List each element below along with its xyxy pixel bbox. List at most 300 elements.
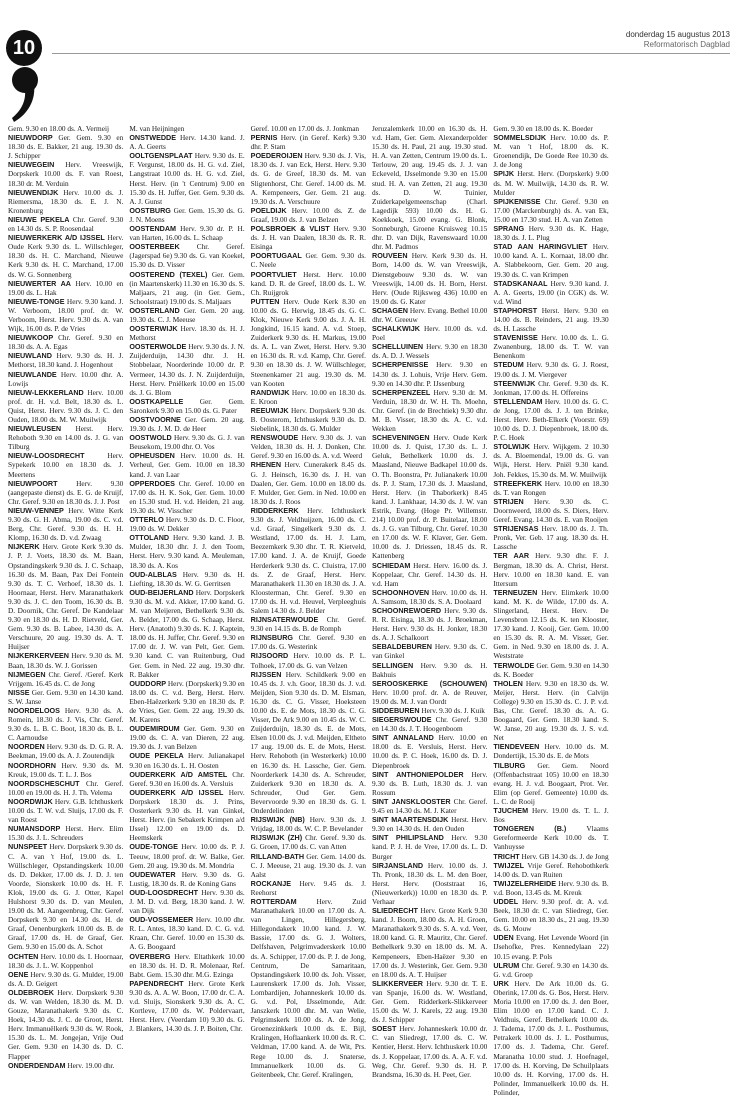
place-name: TER AAR xyxy=(493,551,530,561)
listing-entry xyxy=(129,306,244,324)
listing-column xyxy=(251,124,366,1097)
place-name: RANDWIJK xyxy=(250,387,290,397)
place-name: OUD-ALBLAS xyxy=(129,569,177,579)
place-name: OOSTERLAND xyxy=(129,305,180,315)
service-details: Ger. Gem. 9.30 en 19.00 ds. C. A. van Dieren, 22 aug. 19.30 ds. J. van Belzen xyxy=(129,724,245,752)
listing-entry xyxy=(251,406,366,433)
listing-entry xyxy=(493,124,608,133)
service-details: Chr. Geref. 9.30 en 18.30 ds. A. A. Egas xyxy=(8,333,124,352)
place-name: NIEUWLEUSEN xyxy=(8,424,62,434)
listing-entry xyxy=(129,224,244,242)
place-name: POORTUGAAL xyxy=(250,251,302,261)
listing-entry xyxy=(493,897,608,933)
place-name: SEBALDEBUREN xyxy=(372,642,432,652)
place-name: PERNIS xyxy=(250,133,278,143)
place-name: OUDEMIRDUM xyxy=(129,724,180,734)
place-name: NIJKERKERVEEN xyxy=(8,651,69,661)
place-name: OUDE PEKELA xyxy=(129,751,184,761)
listing-column xyxy=(129,124,244,1097)
place-name: SINT PHILIPSLAND xyxy=(372,833,444,843)
listing-entry xyxy=(372,770,487,797)
listing-entry xyxy=(493,551,608,587)
listing-entry xyxy=(129,770,244,788)
service-details: Herv. 9.30 (aangepaste dienst) ds. E. G. de Kruijf, Chr. Geref. 9.30 en 18.30 ds. J. J. Post xyxy=(8,478,124,506)
place-name: SIDDEBUREN xyxy=(372,706,420,715)
listing-entry xyxy=(251,206,366,224)
listing-entry xyxy=(372,360,487,387)
service-details: Herv. 10.00 ds. I. Hoornaar, 18.30 ds. J. L. W. Koppenhol xyxy=(8,951,124,970)
listing-entry xyxy=(493,961,608,979)
service-details: Herv. 19.00 ds. T. L. J. Bos xyxy=(493,806,609,825)
service-details: Herv. (Dorpskerk) 9.30 en 18.00 ds. C. v.d. Berg, Herst. Herv. Eben-Haëzerkerk 9.30 en 18.30 ds. P. de Vries, Ger. Gem. 22 aug. 19.30 ds. M. Karens xyxy=(129,678,245,725)
issue-date: donderdag 15 augustus 2013 xyxy=(625,30,730,39)
publication-name: Reformatorisch Dagblad xyxy=(643,40,730,49)
listing-entry xyxy=(493,360,608,378)
place-name: POELDIJK xyxy=(250,205,287,215)
service-details: Herv. Johanneskerk 10.00 dr. C. van Sliedregt, 17.00 ds. C. W. Kentier, Herst. Herv. Ichthuskerk 10.00 ds. J. Koppelaar, 17.00 ds. A. A. F. v.d. Weg, Chr. Geref. 9.30 ds. H. P. Brandsma, 16.30 ds. H. Peet, Ger. xyxy=(372,1024,488,1079)
place-name: URK xyxy=(493,978,509,988)
listing-entry xyxy=(493,133,608,169)
place-name: OOSTVOORNE xyxy=(129,415,181,424)
service-details: Herv. 18.00 ds. J. Th. Pronk, Ver. Geb. 17 aug. 18.30 ds. H. Lassche xyxy=(493,524,609,552)
listing-column xyxy=(493,124,608,1097)
listing-entry xyxy=(372,606,487,642)
listing-entry xyxy=(251,506,366,615)
service-details: Ger. Gem. 14.00 ds. C. J. Meeuse, 21 aug. 19.30 ds. J. van Aalst xyxy=(250,851,366,879)
listing-entry xyxy=(129,570,244,588)
service-details: Herst. Herv. 9.30 en 14.30 ds. H. den Ouden xyxy=(372,815,488,834)
place-name: SPIJK xyxy=(493,169,515,179)
service-details: Herv. 10.00 ds. M. Dondertijk, 15.30 ds. E. de Mots xyxy=(493,742,609,761)
listing-entry xyxy=(8,188,123,215)
service-details: Herv. 9.30 ds. C. Doornweerd, 18.00 ds. S. Diers, Herv. Geref. Evang. 14.30 ds. E. van Rooijen xyxy=(493,496,609,525)
place-name: TJUCHEM xyxy=(493,806,529,816)
service-details: Herv. 9.30 ds. C. van Ginkel xyxy=(372,642,488,661)
listing-entry xyxy=(8,670,123,688)
service-details: Herv. Grote Kerk 9.30 ds. A. A. W. Boon, 17.00 dr. C. A. v.d. Sluijs, Sionskerk 9.30 ds. A. C. Kortleve, 17.00 ds. W. Poldervaart, Herst. Herv. (Veerdam 10) 9.30 ds. G. J. Blankers, 14.30 ds. J. P. Boiten, Chr. xyxy=(129,978,245,1034)
service-details: Chr. Geref. 9.30 en 14.15 ds. B. de Romph xyxy=(250,615,367,634)
listing-entry xyxy=(8,742,123,760)
place-name: NIEUWERTER AA xyxy=(8,278,71,288)
place-name: RHENEN xyxy=(250,460,282,470)
listing-entry xyxy=(372,715,487,733)
listing-entry xyxy=(493,279,608,306)
listing-entry xyxy=(129,342,244,397)
listing-entry xyxy=(251,388,366,406)
listing-entry xyxy=(372,815,487,833)
listing-entry xyxy=(8,233,123,278)
place-name: TRICHT xyxy=(493,851,520,861)
service-details: Herv. 9.30 ds. H. Bakhuis xyxy=(372,660,488,679)
listing-entry xyxy=(251,151,366,206)
listing-entry xyxy=(493,197,608,224)
place-name: TONGEREN (B.) xyxy=(493,824,567,834)
service-details: Herv. 10.00 dhr. R. L. Antes, 18.30 kand. D. C. G. v.d. Kraan, Chr. Geref. 10.00 en 15.30 ds. A. G. Boogaard xyxy=(129,915,245,952)
place-name: NIJMEGEN xyxy=(8,669,46,679)
place-name: NOORDELOOS xyxy=(8,706,60,715)
service-details: Ger. Gem. 20 aug. 19.30 ds. J. M. D. de Heer xyxy=(129,415,245,434)
listing-entry xyxy=(129,724,244,751)
listing-entry xyxy=(8,797,123,824)
place-name: TWIJZELERHEIDE xyxy=(493,878,557,888)
listing-entry xyxy=(251,251,366,269)
service-details: Chr. Geref. 10.00 en 17.00 ds. H. K. Sok, Ger. Gem. 10.00 en 15.30 stud. H. v.d. Heiden, 21 aug. 19.30 ds. W. Visscher xyxy=(129,478,245,515)
listing-entry xyxy=(8,824,123,842)
listing-entry xyxy=(372,588,487,606)
listing-entry xyxy=(251,224,366,251)
listing-entry xyxy=(372,124,487,251)
masthead xyxy=(626,30,730,50)
place-name: SEROOSKERKE (SCHOUWEN) xyxy=(372,678,488,688)
place-name: STEDUM xyxy=(493,360,524,370)
listing-entry xyxy=(129,451,244,478)
place-name: UDDEL xyxy=(493,896,519,906)
listing-entry xyxy=(493,306,608,333)
place-name: SPIJKENISSE xyxy=(493,196,541,206)
service-details: Herv. (in Geref. Kerk) 9.30 dhr. P. Stam xyxy=(250,133,366,152)
service-details: Herv. Schildkerk 9.00 en 10.45 ds. J. v.h. Goor, 18.30 ds. J. v.d. Meijden, Sion 9.30 ds. D. M. Elsman, 16.30 ds. C. G. Visser, Hoeksteen 10.00 ds. E. de Mots, 18.30 ds. C. G. Visser, De Ark 9.00 en 10.45 ds. W. C. Zuijderduijn, 18.30 ds. E. de Mots, Elsen 10.00 ds. J. v.d. Meijden, Eltheto 17 aug. 19.00 ds. E. de Mots, Herst. Herv. Rehoboth (in Westerkerk) 10.00 en 16.30 ds. H. Lassche, Ger. Gem. Noorderkerk 14.30 ds. A. Schreuder, Zuiderkerk 9.30 en 18.30 ds. A. Schreuder, Oud Ger. Gem. Bevervoorde 9.30 en 18.30 ds. G. I. Onderdelinden xyxy=(250,669,366,816)
place-name: STRIJENSAS xyxy=(493,524,539,534)
service-details: Ger. Gem. (in Maartenskerk) 11.30 en 16.30 ds. S. Maljaars, 21 aug. (in Ger. Gem., Schoolstraat) 19.00 ds. S. Maljaars xyxy=(129,269,245,306)
service-details: Herv. De Ark 10.00 ds. G. Oberink, 17.00 ds. G. Bos, Herst. Herv. Moria 10.00 en 17.00 ds. J. den Boer, Elim 10.00 en 17.00 kand. C. J. Veldhuis, Geref. Bethelkerk 10.00 ds. J. Tadema, 17.00 ds. J. L. Posthumus, Petrakerk 10.00 ds. J. L. Posthumus, 17.00 ds. J. Tadema, Chr. Geref. Maranatha 10.00 stud. J. Hoefnagel, 17.00 ds. H. Korving, De Schuilplaats 10.00 ds. H. Korving, 17.00 ds. H. Polinder, Immanuelkerk 10.00 ds. H. Polinder, xyxy=(493,978,609,1097)
place-name: NIEUWE-TONGE xyxy=(8,296,65,306)
listing-entry xyxy=(8,842,123,951)
place-name: NUNSPEET xyxy=(8,842,48,852)
place-name: OLDEBROEK xyxy=(8,987,54,997)
service-details: Herv. 9.30 ds. H. J. Methorst, 18.30 kand. J. Hogenhout xyxy=(8,351,124,370)
place-name: NIEUW-VENNEP xyxy=(8,505,64,515)
listing-entry xyxy=(493,933,608,960)
service-details: Herv. Dorpskerk 9.30 ds. W. van Welden, 18.30 ds. M. D. Gouze, Maranathakerk 9.30 ds. C. Hoek, 14.30 ds. J. C. de Groot, Herst. Herv. Immanuëlkerk 9.30 ds. W. Rook, 15.30 ds. L. M. Jongejan, Vrije Oud Ger. Gem. 9.30 en 14.30 ds. D. C. Flapper xyxy=(8,987,124,1061)
place-name: SINT ANTHONIEPOLDER xyxy=(372,769,464,779)
service-details: Herv. 9.30 ds. B. Luth, 18.30 ds. J. van Rossum xyxy=(372,769,488,797)
place-name: NIEUW-LOOSDRECHT xyxy=(8,451,85,461)
service-details: Herv. Witte Kerk 9.30 ds. G. H. Abma, 19.00 ds. C. v.d. Berg, Chr. Geref. 9.30 ds. H. H. Klomp, 16.30 ds. D. v.d. Zwaag xyxy=(8,505,124,543)
listing-entry xyxy=(372,797,487,815)
listing-entry xyxy=(129,397,244,415)
listing-entry xyxy=(493,879,608,897)
place-name: ROCKANJE xyxy=(250,878,291,888)
listing-entry xyxy=(493,379,608,397)
place-name: POLSBROEK & VLIST xyxy=(250,224,330,234)
service-details: Herv. 9.30 ds. M. Kreuk, 19.00 ds. T. L. J. Bos xyxy=(8,760,124,779)
listing-entry xyxy=(129,915,244,951)
place-name: SCHIEDAM xyxy=(372,560,411,570)
service-details: Herv. 10.00 ds. L. G. Zwanenburg, 18.00 ds. T. W. van Benenkom xyxy=(493,333,609,361)
listing-entry xyxy=(8,970,123,988)
place-name: TERWOLDE xyxy=(493,660,535,670)
listing-entry xyxy=(251,133,366,151)
listing-entry xyxy=(129,842,244,869)
place-name: SCHOONHOVEN xyxy=(372,587,430,597)
place-name: UDEN xyxy=(493,933,514,943)
listing-entry xyxy=(372,561,487,588)
place-name: SINT JANSKLOOSTER xyxy=(372,796,451,806)
service-details: Herv. 10.00 ds. G. C. de Jong, 17.00 ds. J. J. ten Brinke, Herst. Herv. Beth-Elkerk (Voorstr. 69) 10.00 ds. D. J. Diepenbroek, 18.00 ds. P. C. Hoek xyxy=(493,396,609,443)
service-details: Herv. 9.30 ds. B. v.d. Boon, 13.45 ds. M. Kreuk xyxy=(493,878,609,897)
service-details: Herv. 10.00 ds. H. A. Samsom, 18.30 ds. S. A. Doolaard xyxy=(372,587,488,606)
place-name: NOORDEN xyxy=(8,742,45,752)
service-details: Herv. 9.30 ds. D. G. R. A. Beekman, 19.00 ds. A. J. Zoutendijk xyxy=(8,742,124,761)
service-details: Herv. 10.00 ds. v.d. Poel xyxy=(372,324,488,343)
service-details: Herv. 9.30 ds. R. R. Eisinga, 18.30 ds. J. Broekman, Herst. Herv. 9.30 ds. H. Jonker, 18.30 ds. A. J. Schalkoort xyxy=(372,605,488,643)
place-name: STAD AAN HARINGVLIET xyxy=(493,242,588,252)
church-service-listings xyxy=(8,124,730,1097)
place-name: OCHTEN xyxy=(8,951,39,961)
place-name: NIEUWPOORT xyxy=(8,478,58,488)
service-details: Herv. 10.00 ds. J. Th. Pronk, 18.30 ds. L. M. den Boer, Herst. Herv. (Ooststraat 16, (Nieuwerkerk)) 10.00 en 18.30 ds. P. Verhaar xyxy=(372,860,488,906)
service-details: Herv. 9.30 ds. A. Romein, 18.30 ds. J. Vis, Chr. Geref. 9.30 ds. L. B. C. Boot, 18.30 ds. B. L. C. Aarnoudse xyxy=(8,706,124,743)
listing-entry xyxy=(493,479,608,497)
service-details: Geref. 10.00 en 17.00 ds. J. Jonkman xyxy=(250,124,360,133)
listing-column xyxy=(372,124,487,1097)
listing-entry xyxy=(129,242,244,269)
place-name: OUDEWATER xyxy=(129,869,176,879)
service-details: Herv. 10.00 ds. P. J. Teeuw, 18.00 prof. dr. W. Balke, Ger. Gem. 20 aug. 19.30 ds. M. Mondria xyxy=(129,842,245,870)
service-details: Herv. Julianakapel 9.30 en 16.30 ds. L. H. Oosten xyxy=(129,751,245,770)
service-details: Herv. 9.30 en 18.30 ds. A. D. J. Wessels xyxy=(372,342,488,361)
listing-entry xyxy=(129,888,244,915)
listing-entry xyxy=(8,479,123,506)
place-name: PUTTEN xyxy=(250,296,280,306)
service-details: Ger. Gem. Noord (Offenbachstraat 105) 10.00 en 18.30 evang. H. J. v.d. Boogaart, Prot. Ver. Elim (op Geref. Gemeente) 10.00 ds. L. C. de Rooij xyxy=(493,760,609,806)
place-name: ONSTWEDDE xyxy=(129,133,177,143)
service-details: Herv. 9.30 ds. G. Lustig, 18.30 ds. R. de Koning Gans xyxy=(129,869,245,888)
place-name: NIEUWENDIJK xyxy=(8,187,59,197)
place-name: RENSWOUDE xyxy=(250,433,299,443)
service-details: Ger. Gem. 20 aug. 19.30 ds. C. J. Meeuse xyxy=(129,305,245,324)
place-name: NIEUW-LEKKERLAND xyxy=(8,387,84,397)
place-name: ONDERDENDAM xyxy=(8,1060,66,1070)
service-details: Herv. Grote Kerk 9.30 ds. J. P. J. Voets, 18.30 ds. M. Baan, Opstandingskerk 9.30 ds. J. C. Schaap, 16.30 ds. M. Baan, Pax Dei Fontein 9.30 ds. T. C. Verhoef, 18.30 ds. I. Hoornaar, Herst. Herv. Maranathakerk 9.30 ds. J. C. den Toom, 16.30 ds. B. D. Doornik, Chr. Geref. De Kandelaar 9.30 en 18.30 ds. H. D. Rietveld, Ger. Gem. 9.30 ds. B. Labee, 14.30 ds. A. Verschuure, 20 aug. 19.30 ds. A. T. Huijser xyxy=(8,542,124,652)
service-details: Vrije Geref. Rehobothkerk 14.00 ds. D. van Ruiten xyxy=(493,860,609,879)
place-name: OVERBERG xyxy=(129,951,171,961)
service-details: Herv. 9.30 ds. E. F. Vergunst, 18.00 ds. H. G. v.d. Ziel, Langstraat 10.00 ds. H. G. v.d. Ziel, Herst. Herv. (in 't Centrum) 9.00 en 15.30 ds. H. Juffer, Ger. Gem. 9.30 ds. A. J. Gunst xyxy=(129,151,245,206)
listing-entry xyxy=(8,651,123,669)
place-name: NIEUWDORP xyxy=(8,133,53,143)
place-name: NOORDWIJK xyxy=(8,796,53,806)
listing-entry xyxy=(129,679,244,724)
listing-entry xyxy=(8,761,123,779)
place-name: PAPENDRECHT xyxy=(129,978,184,988)
service-details: Gem. 9.30 en 18.00 ds. A. Vermeij xyxy=(8,124,109,133)
listing-entry xyxy=(251,433,366,460)
listing-entry xyxy=(8,160,123,187)
service-details: Herv. Wijkgem. 2 10.30 ds. A. Bloemendal, 19.00 ds. G. van Wijk, Herst. Herv. Pniël 9.30 kand. Joh. Fekkes, 15.30 ds. M. W. Muilwijk xyxy=(493,442,609,479)
service-details: Evang. Het Levende Woord (in IJsehofke, Pres. Kennedylaan 22) 10.15 evang. P. Pols xyxy=(493,933,609,961)
place-name: SINT ANNALAND xyxy=(372,733,434,743)
service-details: Herv. Zuid Maranathakerk 10.00 en 17.00 ds. A. van Lingen, Hillegersberg, Hillegondakerk 10.00 kand. J. W. Bassie, 17.00 ds. G. J. Wolters, Delfshaven, Pelgrimvaderskerk 10.00 ds. A. Schipper, 17.00 ds. P. J. de Jong, Centrum, De Samaritaan, Opstandingskerk 10.00 ds. Joh. Visser, Laurenskerk 17.00 ds. Joh. Visser, Lombardijen, Johanneskerk 10.00 ds. G. v.d. Pol, IJsselmonde, Adr. Janszkerk 10.00 dhr. M. van Welie, Pelgrimskerk 10.00 ds. A. de Jong, Groenezinkkerk 10.00 ds. E. Bijl, Kralingen, Hoflaankerk 10.00 ds. R. C. Veldman, 17.00 kand. A. de Wit, Prs. Rege 10.00 ds. J. Snaterse, Immanuelkerk 10.00 ds. G. Geitenbeek, Chr. Geref. Kralingen, xyxy=(250,896,367,1079)
place-name: OUD-BEIJERLAND xyxy=(129,587,194,597)
service-details: Herv. 9.30 ds. J. M. D. v.d. Berg, 18.30 kand. J. W. van Dijk xyxy=(129,887,245,916)
listing-entry xyxy=(251,852,366,879)
service-details: Herv. 10.00 prof. dr. A. de Reuver, 19.00 ds. M. J. van Oordt xyxy=(372,687,488,706)
place-name: OOSTENDAM xyxy=(129,224,177,234)
place-name: STAVENISSE xyxy=(493,333,538,343)
listing-entry xyxy=(372,979,487,1024)
listing-entry xyxy=(372,833,487,860)
service-details: Herv. Dorpskerk 9.30 ds. C. A. van 't Hof, 19.00 ds. L. Wüllschleger, Opstandingskerk 10.00 ds. D. Dekker, 17.00 ds. J. D. J. ten Voorde, Sionskerk 10.00 ds. H. F. Klok, 19.00 ds. G. J. Otter, Kapel Hulshorst 9.30 ds. D. van Meulen, 19.00 ds. M. Aangeenbrug, Chr. Geref. Dorpskerk 9.30 en 14.30 ds. H. de Graaf, Oenenburgkerk 10.00 ds. B. de Graaf, 17.00 ds. H. de Graaf, Ger. Gem. 9.30 en 15.00 ds. A. Schot xyxy=(8,842,124,952)
service-details: Chr. Geref. 9.30 ds. K. Jonkman, 17.00 ds. H. Offereins xyxy=(493,378,609,397)
place-name: OUDDORP xyxy=(129,678,167,688)
place-name: OUD-LOOSDRECHT xyxy=(129,887,199,897)
listing-entry xyxy=(372,861,487,906)
place-name: NIEUWLAND xyxy=(8,351,52,361)
listing-entry xyxy=(129,479,244,515)
service-details: Herst. Herv. Rehoboth 9.30 en 14.00 ds. J. G. van Tilburg xyxy=(8,424,124,452)
listing-entry xyxy=(129,533,244,569)
comma-logo-icon xyxy=(8,60,42,124)
listing-entry xyxy=(8,370,123,388)
listing-entry xyxy=(8,506,123,542)
listing-entry xyxy=(372,733,487,769)
service-details: Herv. 10.00 en 18.30 ds. T. van Rongen xyxy=(493,478,609,497)
service-details: Herv. 9.30 kand. J. W. Verboom, 18.00 prof. dr. W. Verboom, Herst. Herv. 9.30 ds. A. van Wijk, 16.00 ds. P. de Vries xyxy=(8,296,124,334)
listing-entry xyxy=(129,751,244,769)
listing-entry xyxy=(372,388,487,433)
service-details: Herv. 9.45 ds. J. Reehorst xyxy=(250,878,366,897)
listing-entry xyxy=(8,779,123,797)
place-name: NIEUWKOOP xyxy=(8,333,54,343)
place-name: OOSTWOLD xyxy=(129,433,172,443)
service-details: M. van Heijningen xyxy=(129,124,185,133)
listing-entry xyxy=(8,542,123,651)
listing-entry xyxy=(251,670,366,816)
service-details: Herst. Herv. 9.30 en 14.00 ds. B. Reinders, 21 aug. 19.30 ds. H. Lassche xyxy=(493,305,609,334)
place-name: RIJNSATERWOUDE xyxy=(250,615,319,625)
service-details: Chr. Geref. 9.30 en 17.00 (Marckenburgh) ds. A. van Ek, 15.00 en 17.30 stud. H. A. van Zetten xyxy=(493,196,609,224)
place-name: OTTOLAND xyxy=(129,533,170,543)
listing-entry xyxy=(129,324,244,342)
service-details: Herv. 18.30 ds. H. J. Methorst xyxy=(129,324,245,343)
service-details: Herv. Kerk 9.30 ds. H. Born, 14.00 ds. W. van Vreeswijk, Dienstgebouw 9.30 ds. W. van Vreeswijk, 14.00 ds. H. Born, Herst. Herv. (Oude Rijksweg 436) 10.00 en 19.00 ds. G. Kater xyxy=(372,251,488,306)
service-details: Herv. 10.00 ds. H. Verheul, Ger. Gem. 10.00 en 18.30 kand. J. van Laar xyxy=(129,451,245,479)
place-name: OPPERDOES xyxy=(129,478,175,488)
place-name: OOSTEREND (TEXEL) xyxy=(129,269,208,279)
listing-entry xyxy=(129,952,244,979)
place-name: NISSE xyxy=(8,687,30,697)
service-details: Herv. 14.30 kand. J. A. A. Geerts xyxy=(129,133,245,152)
place-name: RIJSWIJK (NB) xyxy=(250,815,305,825)
listing-entry xyxy=(372,642,487,660)
service-details: Herv. 9.30 ds. J. Kuik xyxy=(421,706,485,715)
service-details: Herv. 10.00 ds. P. M. van 't Hof, 18.00 ds. K. Groenendijk, De Goede Ree 10.30 ds. J. de Jong xyxy=(493,133,609,170)
service-details: Herv. 9.30 dhr. F. J. Bergman, 18.30 ds. A. Christ, Herst. Herv. 10.00 en 18.30 kand. E. van Ittersum xyxy=(493,551,609,588)
listing-entry xyxy=(129,588,244,679)
place-name: TWIJZEL xyxy=(493,860,525,870)
place-name: OUDE-TONGE xyxy=(129,842,178,852)
service-details: Herv. 9.30 en 14.30 ds. J. Lohuis, Vrije Herv. Gem. 9.30 en 14.30 dhr. P. IJssenburg xyxy=(372,360,488,388)
place-name: OUDERKERK A/D AMSTEL xyxy=(129,769,228,779)
page-number: 10 xyxy=(12,36,36,59)
service-details: Herv. Ichthuskerk 9.30 ds. J. Veldhuijzen, 16.00 ds. C. v.d. Graaf, Singelkerk 9.30 ds. J. Westland, 17.00 ds. H. J. Lam, Beezemkerk 9.30 dhr. T. R. Kietveld, 17.00 kand. J. A. de Kruijf, Goede Herderkerk 9.30 ds. C. Cluistra, 17.00 ds. Z. de Graaf, Herst. Herv. Maranathakerk 11.30 en 18.30 ds. J. A. Kloosterman, Chr. Geref. 9.30 en 17.00 ds. H. v.d. Heuvel, Verpleeghuis Salem 14.30 ds. J. Belder xyxy=(250,505,366,615)
service-details: Herv. Vreeswijk, Dorpskerk 10.00 ds. F. van Roest, 18.30 dr. M. Verduin xyxy=(8,160,124,188)
listing-entry xyxy=(8,133,123,160)
listing-entry xyxy=(493,979,608,1097)
place-name: OUDERKERK A/D IJSSEL xyxy=(129,787,224,797)
service-details: Chr. Geref. 9.30 en 14.30 ds. G. v.d. Groep xyxy=(493,960,609,979)
listing-entry xyxy=(129,870,244,888)
place-name: POEDEROIJEN xyxy=(250,151,303,161)
service-details: Chr. Geref. 9.45 en 14.30 ds. M. J. Kater xyxy=(372,796,488,816)
place-name: NIEUWE PEKELA xyxy=(8,214,70,224)
listing-entry xyxy=(493,679,608,743)
service-details: Herv. 9.30 ds. J. Vrijdag, 18.00 ds. W. C. P. Bevelander xyxy=(250,815,366,834)
service-details: Herv. Evang. Bethel 10.00 dhr. W. Greeuw xyxy=(372,305,488,324)
listing-entry xyxy=(372,679,487,706)
place-name: OOSTKAPELLE xyxy=(129,396,184,406)
service-details: Herv. Sypekerk 10.00 en 18.30 ds. J. Meertens xyxy=(8,451,124,479)
listing-entry xyxy=(372,1024,487,1079)
listing-entry xyxy=(372,324,487,342)
place-name: SLIKKERVEER xyxy=(372,978,423,988)
service-details: Ger. Gem. Saronkerk 9.30 en 15.00 ds. G. Pater xyxy=(129,396,245,415)
place-name: NIEUWLANDE xyxy=(8,369,57,379)
listing-entry xyxy=(493,806,608,824)
service-details: Herv. 10.00 kand. A. L. Kornaat, 18.00 dhr. A. Slabbekoorn, Ger. Gem. 20 aug. 19.30 ds. C. van Krimpen xyxy=(493,242,609,279)
service-details: Herv. 9.30 ds. G. Mulder, 19.00 ds. A. D. Geigert xyxy=(8,969,124,988)
listing-entry xyxy=(8,1061,123,1070)
listing-entry xyxy=(8,215,123,233)
listing-entry xyxy=(493,242,608,278)
place-name: TILBURG xyxy=(493,760,526,770)
place-name: SCHEVENINGEN xyxy=(372,433,430,443)
service-details: Herst. Herv. 10.00 kand. D. R. de Greef, 18.00 ds. L. W. Ch. Ruijgrok xyxy=(250,269,367,297)
service-details: Herv. 10.00 ds. Z. de Graaf, 19.00 ds. J. van Belzen xyxy=(250,205,366,224)
listing-entry xyxy=(493,588,608,661)
service-details: Herv. 9.30 kand. J. A. A. Geerts, 19.00 (in CGK) ds. W. v.d. Wind xyxy=(493,278,609,306)
listing-entry xyxy=(129,124,244,133)
listing-entry xyxy=(493,224,608,242)
place-name: OOLTGENSPLAAT xyxy=(129,151,193,161)
place-name: SOEST xyxy=(372,1024,397,1034)
listing-entry xyxy=(8,388,123,424)
place-name: OOSTERWIJK xyxy=(129,324,178,334)
listing-entry xyxy=(493,761,608,806)
place-name: OPHEUSDEN xyxy=(129,451,175,461)
place-name: NUMANSDORP xyxy=(8,824,61,834)
service-details: Herv. 9.30 ds. M. Baan, 18.30 ds. W. J. Gorissen xyxy=(8,651,124,670)
service-details: Herst. Herv. 16.00 ds. J. Koppelaar, Chr. Geref. 14.30 ds. H. v.d. Ham xyxy=(372,560,488,588)
listing-column xyxy=(8,124,123,1097)
listing-entry xyxy=(8,297,123,333)
service-details: Herv. 10.00 ds. P. L. Tolhoek, 17.00 ds. G. van Velzen xyxy=(250,651,366,670)
service-details: Herst. Herv. Elim 15.30 ds. J. L. Schreuders xyxy=(8,824,124,843)
place-name: OTTERLO xyxy=(129,515,164,525)
place-name: NIEUWEGEIN xyxy=(8,160,55,170)
listing-entry xyxy=(251,833,366,851)
listing-entry xyxy=(493,169,608,196)
listing-entry xyxy=(493,497,608,524)
place-name: RILLAND-BATH xyxy=(250,851,305,861)
place-name: ROTTERDAM xyxy=(250,896,297,906)
place-name: TIENDEVEEN xyxy=(493,742,540,752)
service-details: Herv. Eltathkerk 10.00 en 18.30 ds. H. D. R. Molenaar, Ref. Babt. Gem. 15.30 dhr. M.G. Ezinga xyxy=(129,951,245,979)
listing-entry xyxy=(8,333,123,351)
place-name: ROUVEEN xyxy=(372,251,408,261)
place-name: SIRJANSLAND xyxy=(372,860,424,870)
listing-entry xyxy=(251,297,366,388)
service-details: Ger. Gem. 9.30 en 14.30 ds. K. Boeder xyxy=(493,660,609,679)
service-details: Herv. 9.30 ds. D. C. Floor, 19.00 ds. W. Dekker xyxy=(129,515,245,534)
listing-entry xyxy=(8,706,123,742)
place-name: SCHERPENZEEL xyxy=(372,387,431,397)
place-name: NOORDSCHESCHUT xyxy=(8,778,80,788)
place-name: NIEUWERKERK A/D IJSSEL xyxy=(8,233,105,243)
service-details: Chr. Geref. 9.30 en 17.00 ds. G. Westerink xyxy=(250,633,366,652)
service-details: Herst. Herv. (Dorpskerk) 9.00 ds. M. W. Muilwijk, 14.30 ds. R. W. Mulder xyxy=(493,169,609,197)
listing-entry xyxy=(8,688,123,706)
